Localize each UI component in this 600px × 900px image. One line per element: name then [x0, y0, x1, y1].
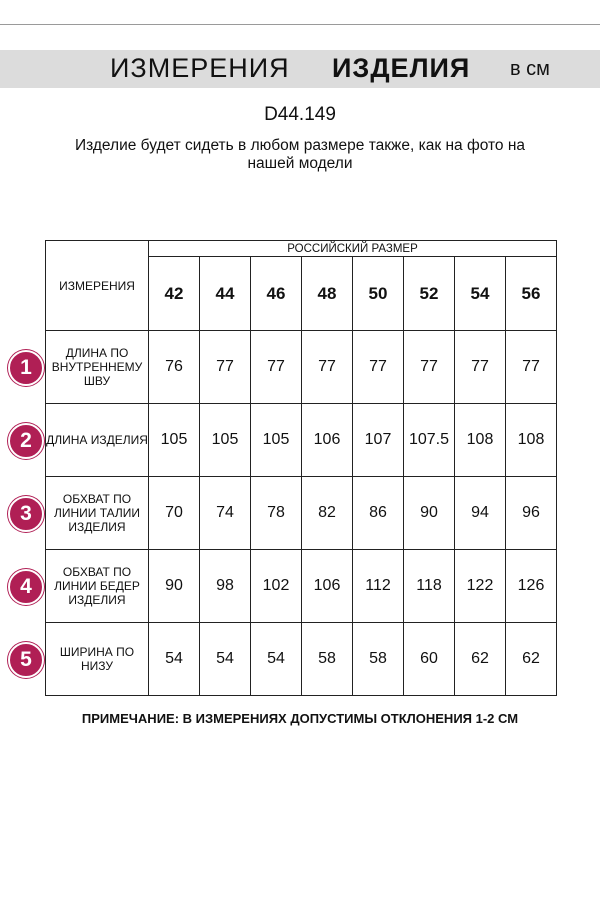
- measurement-value: 108: [506, 404, 557, 477]
- measurement-value: 54: [200, 623, 251, 696]
- measurement-value: 105: [200, 404, 251, 477]
- size-header: 50: [353, 257, 404, 331]
- measurement-value: 105: [251, 404, 302, 477]
- measurement-value: 62: [506, 623, 557, 696]
- measurement-value: 70: [149, 477, 200, 550]
- footnote: ПРИМЕЧАНИЕ: В ИЗМЕРЕНИЯХ ДОПУСТИМЫ ОТКЛОНЕНИЯ 1-2 СМ: [81, 711, 519, 726]
- measurement-value: 58: [353, 623, 404, 696]
- measurement-value: 54: [251, 623, 302, 696]
- table-row: [46, 404, 557, 477]
- measurement-value: 107: [353, 404, 404, 477]
- group-header: РОССИЙСКИЙ РАЗМЕР: [149, 241, 557, 257]
- measurement-value: 77: [200, 331, 251, 404]
- size-header: 46: [251, 257, 302, 331]
- size-header: 48: [302, 257, 353, 331]
- row-number-badge: 2: [8, 423, 44, 459]
- measurement-value: 82: [302, 477, 353, 550]
- measurement-value: 77: [404, 331, 455, 404]
- measurement-value: 106: [302, 550, 353, 623]
- measurement-value: 98: [200, 550, 251, 623]
- measurement-value: 58: [302, 623, 353, 696]
- title-part-2: ИЗДЕЛИЯ: [332, 53, 471, 83]
- size-table: [45, 240, 557, 696]
- unit-label: в см: [510, 58, 550, 80]
- measurement-label: ОБХВАТ ПО ЛИНИИ ТАЛИИ ИЗДЕЛИЯ: [46, 477, 149, 550]
- measurement-value: 106: [302, 404, 353, 477]
- measurement-value: 118: [404, 550, 455, 623]
- row-number-badge: 4: [8, 569, 44, 605]
- measurement-value: 108: [455, 404, 506, 477]
- measurement-label: ОБХВАТ ПО ЛИНИИ БЕДЕР ИЗДЕЛИЯ: [46, 550, 149, 623]
- measurement-label: ШИРИНА ПО НИЗУ: [46, 623, 149, 696]
- fit-note: Изделие будет сидеть в любом размере также, как на фото на нашей модели: [74, 137, 526, 172]
- product-code: D44.149: [264, 104, 336, 125]
- measurement-value: 62: [455, 623, 506, 696]
- measurement-label: ДЛИНА ПО ВНУТРЕННЕМУ ШВУ: [46, 331, 149, 404]
- measurement-value: 60: [404, 623, 455, 696]
- measurement-value: 107.5: [404, 404, 455, 477]
- measurement-value: 90: [149, 550, 200, 623]
- row-number-badge: 5: [8, 642, 44, 678]
- corner-label: ИЗМЕРЕНИЯ: [46, 241, 149, 331]
- table-row: [46, 331, 557, 404]
- measurement-value: 77: [302, 331, 353, 404]
- title-banner: [0, 50, 600, 88]
- measurement-value: 77: [506, 331, 557, 404]
- measurement-value: 90: [404, 477, 455, 550]
- measurement-value: 78: [251, 477, 302, 550]
- size-header: 54: [455, 257, 506, 331]
- measurement-value: 122: [455, 550, 506, 623]
- title-part-1: ИЗМЕРЕНИЯ: [110, 53, 290, 83]
- measurement-value: 94: [455, 477, 506, 550]
- measurement-value: 126: [506, 550, 557, 623]
- measurement-value: 105: [149, 404, 200, 477]
- measurement-value: 96: [506, 477, 557, 550]
- top-divider: [0, 24, 600, 25]
- size-header: 42: [149, 257, 200, 331]
- measurement-value: 74: [200, 477, 251, 550]
- measurement-value: 54: [149, 623, 200, 696]
- measurement-value: 76: [149, 331, 200, 404]
- measurement-value: 77: [455, 331, 506, 404]
- size-header: 56: [506, 257, 557, 331]
- table-row: [46, 623, 557, 696]
- measurement-value: 86: [353, 477, 404, 550]
- measurement-value: 77: [251, 331, 302, 404]
- table-row: [46, 477, 557, 550]
- measurement-value: 112: [353, 550, 404, 623]
- size-header: 44: [200, 257, 251, 331]
- row-number-badge: 3: [8, 496, 44, 532]
- row-number-badge: 1: [8, 350, 44, 386]
- measurement-label: ДЛИНА ИЗДЕЛИЯ: [46, 404, 149, 477]
- measurement-value: 102: [251, 550, 302, 623]
- table-row: [46, 550, 557, 623]
- size-header: 52: [404, 257, 455, 331]
- measurement-value: 77: [353, 331, 404, 404]
